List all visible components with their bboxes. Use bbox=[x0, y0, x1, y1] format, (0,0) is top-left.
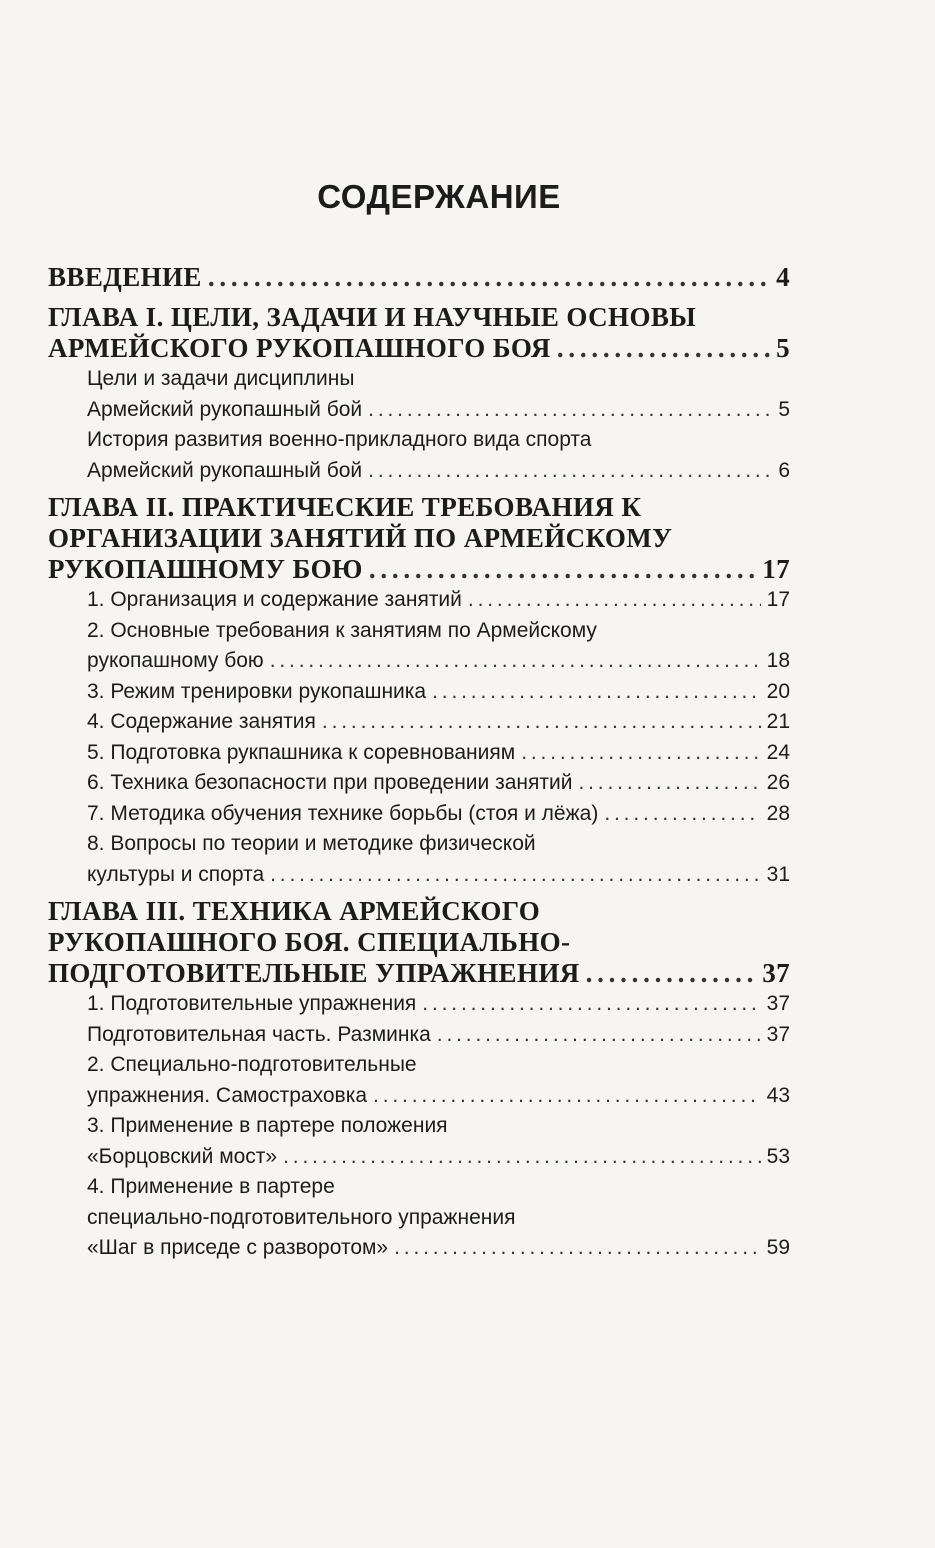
toc-chapter-entry[interactable] bbox=[48, 492, 790, 585]
page-number: 17 bbox=[766, 588, 790, 611]
page-number: 37 bbox=[762, 958, 790, 988]
page-number: 37 bbox=[766, 1022, 790, 1046]
page-number: 59 bbox=[766, 1236, 790, 1259]
entry-title-line: Армейский рукопашный бой bbox=[87, 458, 363, 482]
entry-last-line bbox=[48, 333, 790, 364]
dot-leader bbox=[369, 554, 756, 585]
toc-section-entry[interactable] bbox=[48, 799, 790, 830]
dot-leader bbox=[208, 262, 770, 293]
entry-last-line bbox=[87, 738, 790, 769]
toc-section-entry[interactable] bbox=[48, 364, 790, 425]
toc-section-entry[interactable] bbox=[48, 1111, 790, 1172]
entry-title-line: 4. Применение в партере bbox=[87, 1175, 335, 1198]
entry-title-line: «Борцовский мост» bbox=[87, 1144, 278, 1168]
page-number: 5 bbox=[776, 333, 790, 363]
entry-last-line bbox=[87, 1020, 790, 1051]
dot-leader bbox=[432, 677, 761, 708]
dot-leader bbox=[422, 989, 760, 1020]
entry-title-line: 1. Подготовительные упражнения bbox=[87, 992, 417, 1015]
toc-section-entry[interactable] bbox=[48, 738, 790, 769]
entry-last-line bbox=[87, 677, 790, 708]
dot-leader bbox=[468, 585, 761, 616]
entry-title-line: специально-подготовительного упражнения bbox=[87, 1205, 516, 1229]
entry-last-line bbox=[87, 585, 790, 616]
entry-last-line bbox=[87, 1233, 790, 1264]
dot-leader bbox=[283, 1142, 761, 1173]
entry-title-line: 1. Организация и содержание занятий bbox=[87, 588, 462, 611]
toc-section-entry[interactable] bbox=[48, 677, 790, 708]
entry-title-line: 5. Подготовка рукпашника к соревнованиям bbox=[87, 740, 516, 764]
toc-section-entry[interactable] bbox=[48, 425, 790, 486]
dot-leader bbox=[521, 738, 760, 769]
entry-title-line: 6. Техника безопасности при проведении занятий bbox=[87, 771, 573, 794]
page-number: 17 bbox=[762, 554, 790, 584]
entry-title-line: АРМЕЙСКОГО РУКОПАШНОГО БОЯ bbox=[48, 333, 551, 363]
entry-last-line bbox=[87, 768, 790, 799]
dot-leader bbox=[270, 860, 761, 891]
entry-title-line: упражнения. Самостраховка bbox=[87, 1083, 368, 1107]
page-number: 18 bbox=[766, 649, 790, 672]
entry-title-line: 3. Режим тренировки рукопашника bbox=[87, 679, 427, 703]
toc-section-entry[interactable] bbox=[48, 1020, 790, 1051]
entry-title-line: РУКОПАШНОГО БОЯ. СПЕЦИАЛЬНО- bbox=[48, 927, 571, 957]
page-number: 4 bbox=[776, 262, 790, 292]
entry-title-line: ГЛАВА II. ПРАКТИЧЕСКИЕ ТРЕБОВАНИЯ К bbox=[48, 492, 642, 522]
entry-title-line: Цели и задачи дисциплины bbox=[87, 367, 355, 390]
page-number: 37 bbox=[766, 992, 790, 1015]
entry-title-line: ВВЕДЕНИЕ bbox=[48, 262, 202, 292]
toc-chapter-entry[interactable] bbox=[48, 262, 790, 293]
dot-leader bbox=[322, 707, 761, 738]
page-number: 5 bbox=[778, 397, 790, 421]
page-number: 31 bbox=[766, 862, 790, 886]
entry-title-line: 4. Содержание занятия bbox=[87, 710, 316, 733]
dot-leader bbox=[270, 646, 761, 677]
entry-title-line: рукопашному бою bbox=[87, 649, 264, 672]
entry-last-line bbox=[48, 262, 790, 293]
table-of-contents bbox=[48, 262, 790, 1264]
entry-last-line bbox=[87, 456, 790, 487]
entry-title-line: ПОДГОТОВИТЕЛЬНЫЕ УПРАЖНЕНИЯ bbox=[48, 958, 580, 988]
entry-title-line: РУКОПАШНОМУ БОЮ bbox=[48, 554, 363, 584]
page-number: 26 bbox=[766, 771, 790, 794]
toc-section-entry[interactable] bbox=[48, 829, 790, 890]
entry-title-line: 2. Специально-подготовительные bbox=[87, 1053, 417, 1076]
entry-title-line: Армейский рукопашный бой bbox=[87, 397, 363, 421]
entry-title-line: 3. Применение в партере положения bbox=[87, 1114, 448, 1137]
toc-chapter-entry[interactable] bbox=[48, 896, 790, 989]
entry-title-line: 2. Основные требования к занятиям по Армейскому bbox=[87, 618, 597, 642]
dot-leader bbox=[368, 456, 772, 487]
dot-leader bbox=[437, 1020, 761, 1051]
entry-last-line bbox=[87, 1142, 790, 1173]
dot-leader bbox=[368, 395, 772, 426]
entry-title-line: «Шаг в приседе с разворотом» bbox=[87, 1236, 389, 1259]
dot-leader bbox=[373, 1081, 761, 1112]
entry-last-line bbox=[87, 707, 790, 738]
page-title: СОДЕРЖАНИЕ bbox=[317, 178, 561, 215]
page-number: 6 bbox=[778, 458, 790, 482]
entry-title-line: История развития военно-прикладного вида спорта bbox=[87, 428, 592, 451]
entry-title-line: Подготовительная часть. Разминка bbox=[87, 1022, 431, 1046]
page-number: 53 bbox=[766, 1144, 790, 1168]
entry-title-line: 8. Вопросы по теории и методике физической bbox=[87, 832, 536, 855]
entry-title-line: ГЛАВА III. ТЕХНИКА АРМЕЙСКОГО bbox=[48, 896, 541, 926]
page-number: 28 bbox=[766, 801, 790, 825]
toc-section-entry[interactable] bbox=[48, 707, 790, 738]
dot-leader bbox=[586, 958, 757, 989]
dot-leader bbox=[604, 799, 760, 830]
entry-last-line bbox=[87, 799, 790, 830]
toc-chapter-entry[interactable] bbox=[48, 302, 790, 364]
entry-title-line: ОРГАНИЗАЦИИ ЗАНЯТИЙ ПО АРМЕЙСКОМУ bbox=[48, 523, 673, 553]
entry-last-line bbox=[87, 860, 790, 891]
toc-section-entry[interactable] bbox=[48, 1172, 790, 1264]
toc-section-entry[interactable] bbox=[48, 585, 790, 616]
dot-leader bbox=[557, 333, 770, 364]
entry-last-line bbox=[87, 395, 790, 426]
toc-section-entry[interactable] bbox=[48, 616, 790, 677]
page-number: 43 bbox=[766, 1083, 790, 1107]
page-number: 24 bbox=[766, 740, 790, 764]
toc-section-entry[interactable] bbox=[48, 1050, 790, 1111]
dot-leader bbox=[394, 1233, 761, 1264]
entry-last-line bbox=[87, 989, 790, 1020]
entry-last-line bbox=[87, 646, 790, 677]
page-number: 20 bbox=[766, 679, 790, 703]
entry-title-line: культуры и спорта bbox=[87, 862, 265, 886]
entry-last-line bbox=[87, 1081, 790, 1112]
toc-section-entry[interactable] bbox=[48, 768, 790, 799]
toc-section-entry[interactable] bbox=[48, 989, 790, 1020]
entry-title-line: ГЛАВА I. ЦЕЛИ, ЗАДАЧИ И НАУЧНЫЕ ОСНОВЫ bbox=[48, 302, 697, 332]
entry-last-line bbox=[48, 554, 790, 585]
entry-last-line bbox=[48, 958, 790, 989]
entry-title-line: 7. Методика обучения технике борьбы (стоя и лёжа) bbox=[87, 801, 599, 825]
dot-leader bbox=[578, 768, 760, 799]
page-number: 21 bbox=[766, 710, 790, 733]
